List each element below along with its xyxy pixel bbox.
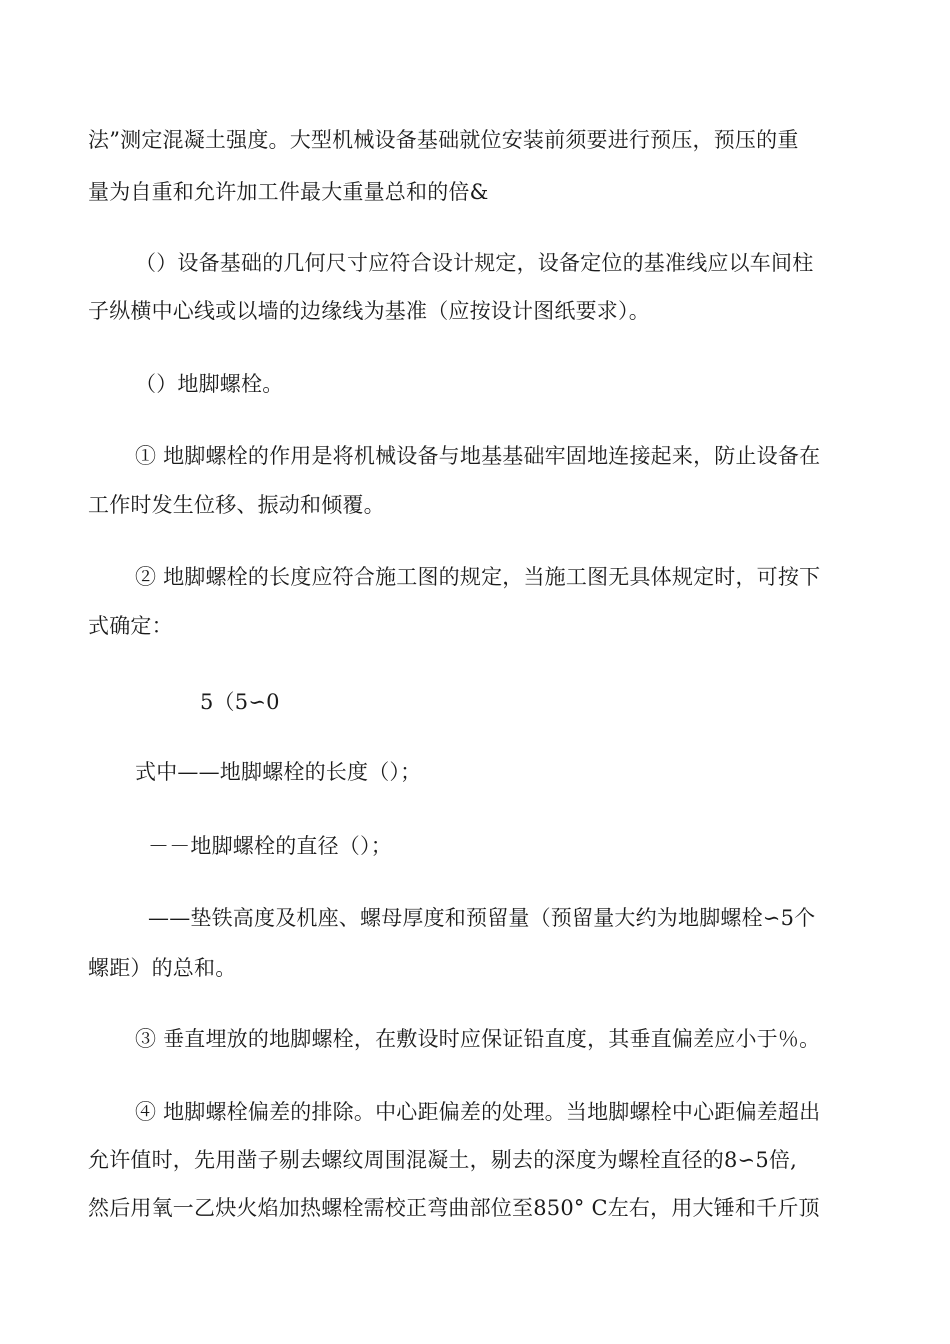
- paragraph-line: 量为自重和允许加工件最大重量总和的倍&: [88, 180, 489, 204]
- formula: 5（5∽0: [200, 690, 280, 714]
- section-heading: （）地脚螺栓。: [135, 372, 284, 396]
- paragraph-line: 螺距）的总和。: [88, 956, 237, 980]
- list-item: ① 地脚螺栓的作用是将机械设备与地基基础牢固地连接起来，防止设备在: [135, 444, 821, 468]
- paragraph-line: 工作时发生位移、振动和倾覆。: [88, 493, 385, 517]
- paragraph-line: 允许值时，先用凿子剔去螺纹周围混凝土，剔去的深度为螺栓直径的8∽5倍,: [88, 1148, 797, 1172]
- formula-legend-line: 式中——地脚螺栓的长度（）；: [135, 760, 422, 784]
- paragraph-line: 然后用氧一乙炔火焰加热螺栓需校正弯曲部位至850° C左右，用大锤和千斤顶: [88, 1196, 820, 1220]
- paragraph-line: （）设备基础的几何尺寸应符合设计规定，设备定位的基准线应以车间柱: [135, 251, 814, 275]
- paragraph-line: 子纵横中心线或以墙的边缘线为基准（应按设计图纸要求）。: [88, 299, 650, 323]
- list-item: ④ 地脚螺栓偏差的排除。中心距偏差的处理。当地脚螺栓中心距偏差超出: [135, 1100, 821, 1124]
- formula-legend-line: －－地脚螺栓的直径（）；: [148, 834, 392, 858]
- paragraph-line: 式确定：: [88, 614, 173, 638]
- list-item: ③ 垂直埋放的地脚螺栓，在敷设时应保证铅直度，其垂直偏差应小于％。: [135, 1027, 821, 1051]
- paragraph-line: 法”测定混凝土强度。大型机械设备基础就位安装前须要进行预压，预压的重: [88, 128, 799, 152]
- list-item: ② 地脚螺栓的长度应符合施工图的规定，当施工图无具体规定时，可按下: [135, 565, 821, 589]
- formula-legend-line: ——垫铁高度及机座、螺母厚度和预留量（预留量大约为地脚螺栓∽5个: [148, 906, 816, 930]
